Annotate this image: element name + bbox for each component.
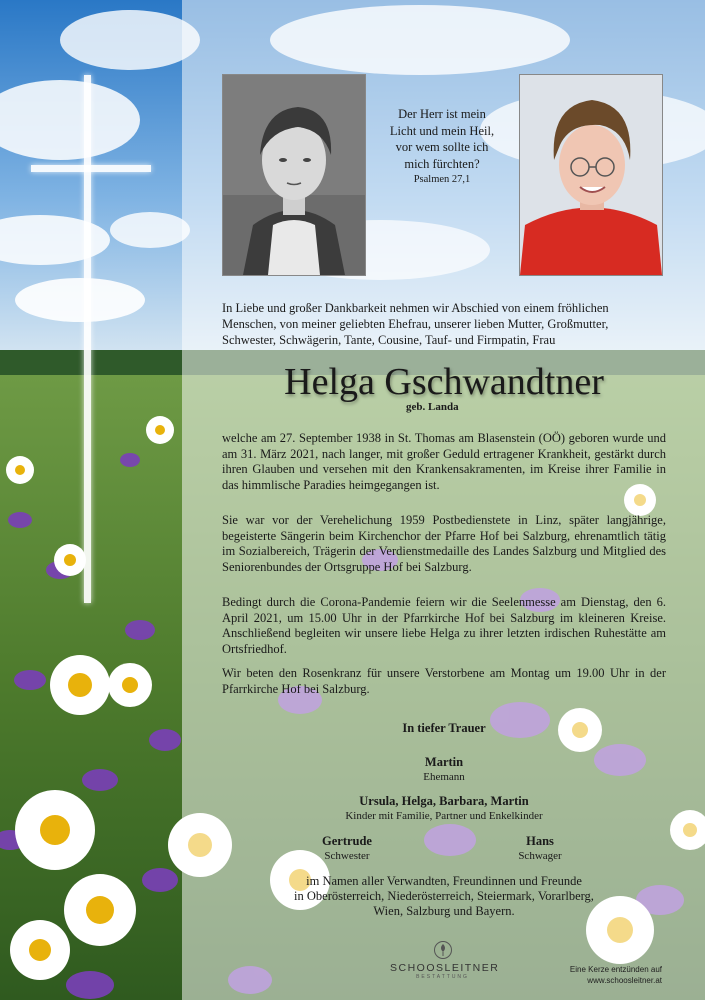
bible-quote xyxy=(378,106,506,189)
closing-line: Wien, Salzburg und Bayern. xyxy=(373,904,515,918)
logo-emblem-icon xyxy=(433,940,453,960)
logo-brand: SCHOOSLEITNER xyxy=(390,962,500,974)
closing-line: im Namen aller Verwandten, Freundinnen und Freunde xyxy=(306,874,582,888)
mourner-children xyxy=(222,794,666,824)
mourner-name: Hans xyxy=(526,834,554,848)
mourner-in-law xyxy=(480,834,600,864)
logo-brand-sub: BESTATTUNG xyxy=(416,974,469,980)
intro-text xyxy=(222,300,666,349)
mourner-sibling xyxy=(287,834,407,864)
portrait-photo-older xyxy=(519,74,663,276)
mourner-name: Ursula, Helga, Barbara, Martin xyxy=(359,794,529,808)
mourner-relation: Schwester xyxy=(324,850,370,862)
paragraph-life-dates: welche am 27. September 1938 in St. Thomas am Blasenstein (OÖ) geboren wurde und am 31. März 2021, nach langer, mit großer Geduld ertragener Krankheit, gestärkt durch ihren Glauben und versehen mit den Krankensakramenten, im Kreise ihrer Familie in das himmlische Paradies heimgegangen ist. xyxy=(222,431,666,492)
intro-line: Menschen, von meiner geliebten Ehefrau, unserer lieben Mutter, Großmutter, xyxy=(222,317,609,332)
quote-reference: Psalmen 27,1 xyxy=(413,174,471,185)
quote-line: vor wem sollte ich xyxy=(395,140,489,154)
portrait-photo-young xyxy=(222,74,366,276)
intro-line: In Liebe und großer Dankbarkeit nehmen wir Abschied von einem fröhlichen xyxy=(222,301,609,315)
paragraph-funeral-mass: Bedingt durch die Corona-Pandemie feiern wir die Seelenmesse am Dienstag, den 6. April 2021, um 15.00 Uhr in der Pfarrkirche Hof bei Salzburg im kleineren Kreise. Anschließend begleiten wir unsere liebe Helga zu ihrer letzten irdischen Ruhestätte am Ortsfriedhof. xyxy=(222,595,666,656)
quote-line: mich fürchten? xyxy=(404,156,480,171)
intro-line: Schwester, Schwägerin, Tante, Cousine, Tauf- und Firmpatin, Frau xyxy=(222,333,556,348)
candle-link[interactable]: www.schoosleitner.at xyxy=(587,975,662,985)
cross-icon-horizontal xyxy=(31,165,151,172)
cross-icon-vertical xyxy=(84,75,91,603)
mourner-relation: Ehemann xyxy=(423,771,465,783)
mourner-name: Gertrude xyxy=(322,834,372,848)
closing-line: in Oberösterreich, Niederösterreich, Steiermark, Vorarlberg, xyxy=(294,889,594,903)
deceased-name: Helga Gschwandtner xyxy=(284,361,604,403)
mourning-heading: In tiefer Trauer xyxy=(402,721,486,735)
mourner-relation: Kinder mit Familie, Partner und Enkelkinder xyxy=(345,810,543,822)
born-name: geb. Landa xyxy=(406,401,459,413)
mourning-closing xyxy=(222,874,666,919)
mourner-spouse xyxy=(222,755,666,785)
candle-notice xyxy=(540,965,662,986)
quote-line: Licht und mein Heil, xyxy=(389,123,495,138)
paragraph-biography: Sie war vor der Verehelichung 1959 Postbedienstete in Linz, später langjährige, begeisterte Sängerin beim Kirchenchor der Pfarre Hof bei Salzburg, ehrenamtlich tätig im Sozialbereich, Trägerin der Verdienstmedaille des Landes Salzburg und Mitglied des Seniorenbundes der Ortsgruppe Hof bei Salzburg. xyxy=(222,513,666,574)
quote-line: Der Herr ist mein xyxy=(398,107,486,121)
paragraph-rosary: Wir beten den Rosenkranz für unsere Verstorbene am Montag um 19.00 Uhr in der Pfarrkirche Hof bei Salzburg. xyxy=(222,666,666,696)
funeral-home-logo xyxy=(390,940,500,980)
candle-line: Eine Kerze entzünden auf xyxy=(569,965,662,974)
mourner-relation: Schwager xyxy=(518,850,562,862)
mourner-name: Martin xyxy=(424,755,464,769)
